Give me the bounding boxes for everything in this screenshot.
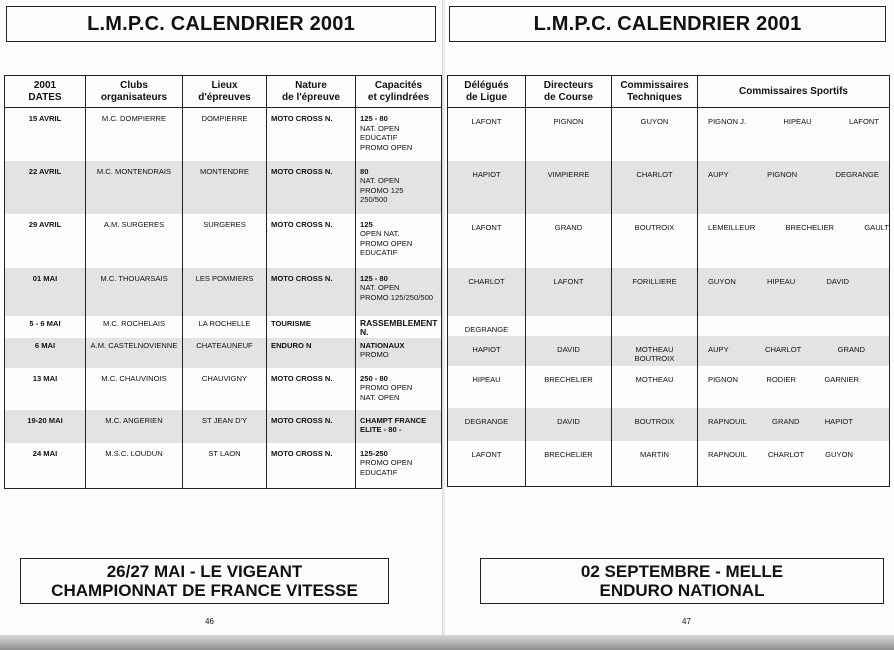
- table-row: [448, 268, 890, 316]
- lieu-cell: LES POMMIERS: [183, 268, 267, 316]
- left-page-number: 46: [205, 617, 214, 626]
- delegue-cell: LAFONT: [448, 441, 526, 487]
- nature-cell: MOTO CROSS N.: [267, 410, 356, 443]
- directeur-cell: VIMPIERRE: [526, 161, 612, 214]
- nature-cell: MOTO CROSS N.: [267, 108, 356, 161]
- sportifs-cell: PIGNON J. HIPEAU LAFONT: [698, 108, 890, 161]
- date-cell: 13 MAI: [5, 368, 86, 410]
- date-cell: 5 - 6 MAI: [5, 316, 86, 338]
- tech-cell: MOTHEAU: [612, 366, 698, 408]
- sportifs-cell: GUYON HIPEAU DAVID: [698, 268, 890, 316]
- table-row: [448, 366, 890, 408]
- lieu-cell: ST JEAN D'Y: [183, 410, 267, 443]
- left-footer-event-box: [20, 558, 389, 604]
- table-row: [448, 214, 890, 268]
- table-row: [448, 336, 890, 366]
- tech-cell: GUYON: [612, 108, 698, 161]
- table-row: [5, 368, 442, 410]
- table-row: [5, 161, 442, 214]
- nature-cell: MOTO CROSS N.: [267, 443, 356, 489]
- table-row: [5, 443, 442, 489]
- delegue-cell: HIPEAU: [448, 366, 526, 408]
- date-cell: 15 AVRIL: [5, 108, 86, 161]
- capacity-cell: 125 - 80 NAT. OPEN PROMO 125/250/500: [356, 268, 442, 316]
- delegue-cell: LAFONT: [448, 108, 526, 161]
- delegue-cell: DEGRANGE: [448, 316, 526, 336]
- nature-cell: MOTO CROSS N.: [267, 368, 356, 410]
- header-capacites: Capacités et cylindrées: [356, 76, 442, 108]
- club-cell: A.M. CASTELNOVIENNE: [86, 338, 183, 368]
- club-cell: M.C. THOUARSAIS: [86, 268, 183, 316]
- capacity-cell: 125 - 80 NAT. OPEN EDUCATIF PROMO OPEN: [356, 108, 442, 161]
- capacity-cell: 80 NAT. OPEN PROMO 125 250/500: [356, 161, 442, 214]
- club-cell: M.C. ANGERIEN: [86, 410, 183, 443]
- tech-cell: MOTHEAU BOUTROIX: [612, 336, 698, 366]
- calendar-header-row: [5, 76, 442, 108]
- directeur-cell: PIGNON: [526, 108, 612, 161]
- directeur-cell: [526, 316, 612, 336]
- calendar-table: [4, 75, 442, 489]
- table-row: [448, 408, 890, 441]
- date-cell: 29 AVRIL: [5, 214, 86, 268]
- capacity-cell: 125 OPEN NAT. PROMO OPEN EDUCATIF: [356, 214, 442, 268]
- delegue-cell: HAPIOT: [448, 161, 526, 214]
- lieu-cell: DOMPIERRE: [183, 108, 267, 161]
- nature-cell: ENDURO N: [267, 338, 356, 368]
- table-row: [5, 108, 442, 161]
- sportifs-cell: AUPY PIGNON DEGRANGE: [698, 161, 890, 214]
- directeur-cell: GRAND: [526, 214, 612, 268]
- tech-cell: BOUTROIX: [612, 214, 698, 268]
- table-row: [448, 441, 890, 487]
- capacity-cell: NATIONAUX PROMO: [356, 338, 442, 368]
- club-cell: M.C. CHAUVINOIS: [86, 368, 183, 410]
- right-footer-line2: ENDURO NATIONAL: [599, 581, 765, 600]
- nature-cell: MOTO CROSS N.: [267, 214, 356, 268]
- tech-cell: FORILLIERE: [612, 268, 698, 316]
- right-page: [445, 0, 894, 650]
- header-dates: 2001 DATES: [5, 76, 86, 108]
- directeur-cell: DAVID: [526, 336, 612, 366]
- capacity-cell: 125-250 PROMO OPEN EDUCATIF: [356, 443, 442, 489]
- header-comm-techniques: Commissaires Techniques: [612, 76, 698, 108]
- sportifs-cell: RAPNOUIL GRAND HAPIOT: [698, 408, 890, 441]
- sportifs-cell: AUPY CHARLOT GRAND: [698, 336, 890, 366]
- tech-cell: MARTIN: [612, 441, 698, 487]
- right-page-title: L.M.P.C. CALENDRIER 2001: [449, 6, 886, 42]
- sportifs-cell: LEMEILLEUR BRECHELIER GAULT: [698, 214, 890, 268]
- right-page-number: 47: [682, 617, 691, 626]
- lieu-cell: MONTENDRE: [183, 161, 267, 214]
- directeur-cell: BRECHELIER: [526, 441, 612, 487]
- table-row: [5, 316, 442, 338]
- delegue-cell: HAPIOT: [448, 336, 526, 366]
- left-footer-line2: CHAMPIONNAT DE FRANCE VITESSE: [51, 581, 358, 600]
- lieu-cell: ST LAON: [183, 443, 267, 489]
- officials-table: [447, 75, 890, 487]
- header-comm-sportifs: Commissaires Sportifs: [698, 76, 890, 108]
- club-cell: M.C. MONTENDRAIS: [86, 161, 183, 214]
- date-cell: 01 MAI: [5, 268, 86, 316]
- officials-header-row: [448, 76, 890, 108]
- club-cell: M.S.C. LOUDUN: [86, 443, 183, 489]
- sportifs-cell: RAPNOUIL CHARLOT GUYON: [698, 441, 890, 487]
- directeur-cell: BRECHELIER: [526, 366, 612, 408]
- date-cell: 6 MAI: [5, 338, 86, 368]
- date-cell: 22 AVRIL: [5, 161, 86, 214]
- nature-cell: MOTO CROSS N.: [267, 161, 356, 214]
- header-nature: Nature de l'épreuve: [267, 76, 356, 108]
- table-row: [5, 338, 442, 368]
- club-cell: M.C. DOMPIERRE: [86, 108, 183, 161]
- capacity-cell: CHAMPT FRANCE ELITE - 80 -: [356, 410, 442, 443]
- lieu-cell: SURGERES: [183, 214, 267, 268]
- date-cell: 24 MAI: [5, 443, 86, 489]
- left-page: [0, 0, 443, 650]
- table-row: [448, 316, 890, 336]
- lieu-cell: CHATEAUNEUF: [183, 338, 267, 368]
- tech-cell: BOUTROIX: [612, 408, 698, 441]
- capacity-cell: RASSEMBLEMENT N.: [356, 316, 442, 338]
- tech-cell: [612, 316, 698, 336]
- table-row: [5, 268, 442, 316]
- header-lieux: Lieux d'épreuves: [183, 76, 267, 108]
- date-cell: 19-20 MAI: [5, 410, 86, 443]
- directeur-cell: LAFONT: [526, 268, 612, 316]
- lieu-cell: LA ROCHELLE: [183, 316, 267, 338]
- club-cell: M.C. ROCHELAIS: [86, 316, 183, 338]
- sportifs-cell: PIGNON RODIER GARNIER: [698, 366, 890, 408]
- scan-edge: [0, 635, 894, 650]
- directeur-cell: DAVID: [526, 408, 612, 441]
- left-footer-line1: 26/27 MAI - LE VIGEANT: [106, 562, 303, 581]
- capacity-cell: 250 - 80 PROMO OPEN NAT. OPEN: [356, 368, 442, 410]
- header-clubs: Clubs organisateurs: [86, 76, 183, 108]
- header-delegues: Délégués de Ligue: [448, 76, 526, 108]
- tech-cell: CHARLOT: [612, 161, 698, 214]
- club-cell: A.M. SURGERES: [86, 214, 183, 268]
- delegue-cell: CHARLOT: [448, 268, 526, 316]
- table-row: [448, 108, 890, 161]
- right-footer-event-box: [480, 558, 884, 604]
- left-page-title: L.M.P.C. CALENDRIER 2001: [6, 6, 436, 42]
- table-row: [5, 410, 442, 443]
- lieu-cell: CHAUVIGNY: [183, 368, 267, 410]
- table-row: [448, 161, 890, 214]
- nature-cell: MOTO CROSS N.: [267, 268, 356, 316]
- header-directeurs: Directeurs de Course: [526, 76, 612, 108]
- right-footer-line1: 02 SEPTEMBRE - MELLE: [580, 562, 784, 581]
- nature-cell: TOURISME: [267, 316, 356, 338]
- delegue-cell: DEGRANGE: [448, 408, 526, 441]
- sportifs-cell: [698, 316, 890, 336]
- table-row: [5, 214, 442, 268]
- delegue-cell: LAFONT: [448, 214, 526, 268]
